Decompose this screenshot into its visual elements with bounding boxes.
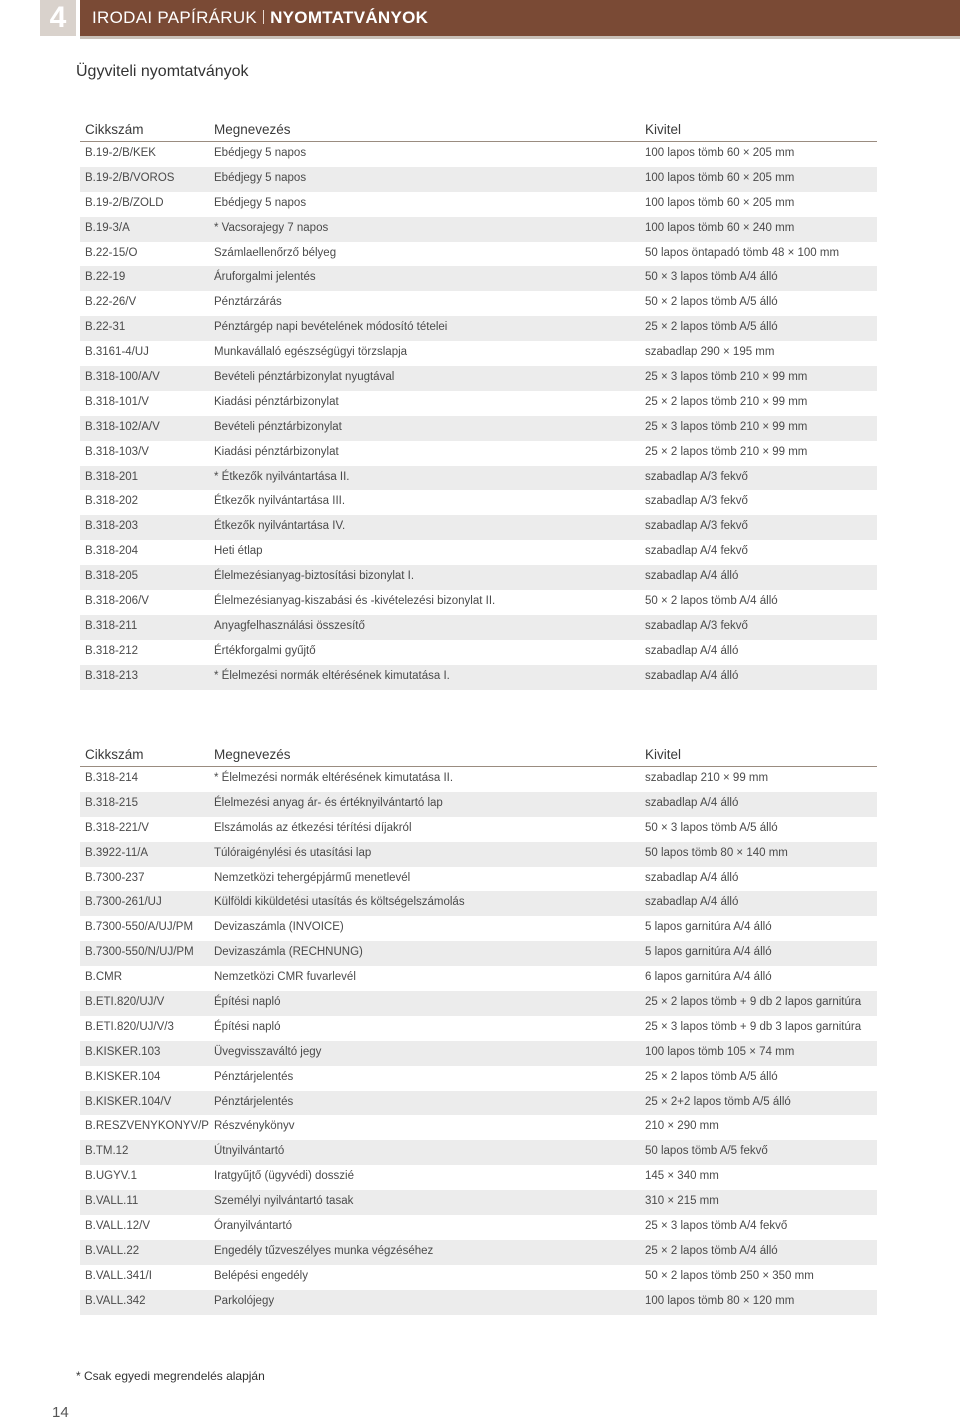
table-row: [80, 665, 877, 690]
cell-code: B.318-204: [85, 545, 139, 558]
cell-code: B.22-19: [85, 271, 126, 284]
cell-name: Kiadási pénztárbizonylat: [214, 445, 339, 458]
cell-format: 50 × 2 lapos tömb 250 × 350 mm: [645, 1269, 814, 1282]
cell-code: B.22-26/V: [85, 296, 137, 309]
cell-name: Élelmezésianyag-biztosítási bizonylat I.: [214, 570, 415, 583]
cell-name: Nemzetközi tehergépjármű menetlevél: [214, 871, 411, 884]
table-row: [80, 1140, 877, 1165]
cell-format: szabadlap A/4 álló: [645, 570, 739, 583]
cell-code: B.CMR: [85, 971, 123, 984]
footnote: * Csak egyedi megrendelés alapján: [76, 1369, 265, 1383]
product-table-2: [80, 741, 877, 1315]
cell-format: 6 lapos garnitúra A/4 álló: [645, 971, 772, 984]
column-header-format: Kivitel: [645, 122, 682, 137]
cell-format: 25 × 2 lapos tömb A/5 álló: [645, 321, 778, 334]
cell-format: szabadlap A/3 fekvő: [645, 520, 748, 533]
cell-code: B.7300-261/UJ: [85, 896, 162, 909]
cell-format: 50 × 3 lapos tömb A/4 álló: [645, 271, 778, 284]
cell-format: 50 lapos öntapadó tömb 48 × 100 mm: [645, 246, 840, 259]
section-title: Ügyviteli nyomtatványok: [76, 63, 249, 80]
table-row: [80, 1041, 877, 1066]
cell-format: 25 × 3 lapos tömb A/4 fekvő: [645, 1220, 788, 1233]
table-row: [80, 391, 877, 416]
cell-format: szabadlap A/3 fekvő: [645, 619, 748, 632]
cell-format: 50 lapos tömb 80 × 140 mm: [645, 846, 788, 859]
cell-code: B.318-212: [85, 644, 139, 657]
cell-name: Számlaellenőrző bélyeg: [214, 246, 337, 259]
cell-code: B.22-15/O: [85, 246, 138, 259]
cell-format: 25 × 3 lapos tömb 210 × 99 mm: [645, 420, 808, 433]
table-row: [80, 817, 877, 842]
table-row: [80, 1265, 877, 1290]
cell-code: B.318-100/A/V: [85, 371, 160, 384]
cell-format: szabadlap 290 × 195 mm: [645, 346, 775, 359]
cell-code: B.KISKER.104/V: [85, 1095, 172, 1108]
cell-name: Ebédjegy 5 napos: [214, 147, 307, 159]
cell-name: Külföldi kiküldetési utasítás és költségelszámolás: [214, 896, 465, 909]
cell-name: Óranyilvántartó: [214, 1220, 292, 1233]
cell-name: Személyi nyilvántartó tasak: [214, 1195, 354, 1208]
cell-name: Ebédjegy 5 napos: [214, 196, 307, 209]
header-category: IRODAI PAPÍRÁRUK: [92, 8, 258, 27]
table-row: [80, 916, 877, 941]
cell-format: szabadlap A/4 álló: [645, 796, 739, 809]
table-row: [80, 1190, 877, 1215]
table-row: [80, 867, 877, 892]
cell-name: Kiadási pénztárbizonylat: [214, 395, 339, 408]
cell-name: Üvegvisszaváltó jegy: [214, 1045, 322, 1058]
product-table-1: [80, 116, 877, 690]
cell-code: B.3922-11/A: [85, 846, 149, 859]
cell-code: B.VALL.22: [85, 1244, 140, 1257]
cell-format: 25 × 2 lapos tömb + 9 db 2 lapos garnitúra: [645, 996, 862, 1009]
cell-name: Étkezők nyilvántartása IV.: [214, 520, 346, 533]
table-row: [80, 167, 877, 192]
cell-name: Áruforgalmi jelentés: [214, 271, 316, 284]
cell-code: B.VALL.342: [85, 1294, 146, 1307]
cell-format: 5 lapos garnitúra A/4 álló: [645, 921, 772, 934]
cell-code: B.19-3/A: [85, 221, 130, 234]
table-row: [80, 590, 877, 615]
cell-name: Anyagfelhasználási összesítő: [214, 619, 365, 632]
cell-code: B.318-221/V: [85, 821, 149, 834]
table-row: [80, 192, 877, 217]
table-header: [80, 741, 877, 767]
table-row: [80, 1165, 877, 1190]
table-row: [80, 941, 877, 966]
cell-code: B.ETI.820/UJ/V: [85, 996, 165, 1009]
cell-code: B.318-103/V: [85, 445, 149, 458]
cell-format: szabadlap A/4 álló: [645, 669, 739, 682]
cell-name: Értékforgalmi gyűjtő: [214, 644, 316, 657]
cell-format: 25 × 3 lapos tömb 210 × 99 mm: [645, 371, 808, 384]
cell-name: Bevételi pénztárbizonylat: [214, 420, 342, 433]
cell-format: 210 × 290 mm: [645, 1120, 719, 1133]
header-separator: [263, 10, 264, 24]
cell-code: B.318-203: [85, 520, 139, 533]
cell-name: Nemzetközi CMR fuvarlevél: [214, 971, 356, 984]
column-header-name: Megnevezés: [214, 747, 291, 762]
cell-name: Engedély tűzveszélyes munka végzéséhez: [214, 1244, 434, 1257]
cell-code: B.VALL.12/V: [85, 1220, 150, 1233]
cell-format: 50 × 3 lapos tömb A/5 álló: [645, 821, 778, 834]
table-row: [80, 1091, 877, 1116]
header-title: [92, 0, 428, 36]
cell-format: szabadlap A/4 fekvő: [645, 545, 748, 558]
cell-code: B.7300-550/N/UJ/PM: [85, 946, 194, 959]
cell-name: Pénztárzárás: [214, 296, 282, 309]
table-header: [80, 116, 877, 142]
cell-name: Iratgyűjtő (ügyvédi) dosszié: [214, 1170, 354, 1183]
table-row: [80, 1240, 877, 1265]
cell-code: B.ETI.820/UJ/V/3: [85, 1020, 174, 1033]
cell-name: Útnyilvántartó: [214, 1145, 285, 1158]
cell-code: B.318-215: [85, 796, 139, 809]
cell-code: B.318-205: [85, 570, 139, 583]
cell-format: 145 × 340 mm: [645, 1170, 719, 1183]
cell-format: 25 × 2 lapos tömb A/5 álló: [645, 1070, 778, 1083]
table-row: [80, 341, 877, 366]
cell-format: szabadlap 210 × 99 mm: [645, 772, 769, 784]
cell-code: B.318-211: [85, 619, 138, 632]
table-row: [80, 242, 877, 267]
table-row: [80, 615, 877, 640]
cell-code: B.318-214: [85, 772, 139, 784]
cell-name: * Élelmezési normák eltérésének kimutatása I.: [214, 669, 450, 682]
cell-format: 310 × 215 mm: [645, 1195, 719, 1208]
cell-code: B.UGYV.1: [85, 1170, 137, 1183]
cell-code: B.318-202: [85, 495, 139, 508]
cell-code: B.KISKER.103: [85, 1045, 161, 1058]
cell-name: Építési napló: [214, 1020, 281, 1033]
cell-code: B.VALL.11: [85, 1195, 139, 1208]
cell-code: B.318-213: [85, 669, 139, 682]
cell-format: szabadlap A/3 fekvő: [645, 470, 748, 483]
table-body: [80, 767, 877, 1315]
table-row: [80, 966, 877, 991]
table-row: [80, 291, 877, 316]
cell-name: Heti étlap: [214, 545, 263, 558]
cell-format: szabadlap A/3 fekvő: [645, 495, 748, 508]
cell-format: 100 lapos tömb 60 × 205 mm: [645, 171, 795, 184]
cell-format: 100 lapos tömb 80 × 120 mm: [645, 1294, 795, 1307]
cell-format: 25 × 3 lapos tömb + 9 db 3 lapos garnitúra: [645, 1020, 862, 1033]
table-row: [80, 441, 877, 466]
cell-code: B.19-2/B/ZOLD: [85, 196, 164, 209]
cell-code: B.VALL.341/I: [85, 1269, 152, 1282]
table-row: [80, 767, 877, 792]
cell-code: B.TM.12: [85, 1145, 129, 1158]
column-header-format: Kivitel: [645, 747, 682, 762]
table-row: [80, 1016, 877, 1041]
table-row: [80, 842, 877, 867]
cell-code: B.22-31: [85, 321, 126, 334]
table-row: [80, 565, 877, 590]
header-underline: [80, 36, 960, 39]
table-row: [80, 217, 877, 242]
cell-format: szabadlap A/4 álló: [645, 644, 739, 657]
cell-format: 50 × 2 lapos tömb A/5 álló: [645, 296, 778, 309]
cell-name: Devizaszámla (INVOICE): [214, 921, 344, 934]
cell-code: B.318-102/A/V: [85, 420, 160, 433]
table-row: [80, 1115, 877, 1140]
column-header-code: Cikkszám: [85, 747, 144, 762]
table-row: [80, 416, 877, 441]
table-row: [80, 991, 877, 1016]
cell-format: 100 lapos tömb 60 × 205 mm: [645, 196, 795, 209]
table-row: [80, 792, 877, 817]
cell-code: B.19-2/B/KEK: [85, 147, 156, 159]
cell-format: 100 lapos tömb 105 × 74 mm: [645, 1045, 795, 1058]
cell-name: Élelmezésianyag-kiszabási és -kivételezési bizonylat II.: [214, 595, 496, 608]
cell-name: Bevételi pénztárbizonylat nyugtával: [214, 371, 395, 384]
cell-code: B.3161-4/UJ: [85, 346, 149, 359]
table-row: [80, 1290, 877, 1315]
cell-name: Belépési engedély: [214, 1269, 308, 1282]
table-row: [80, 640, 877, 665]
chapter-number: 4: [40, 0, 76, 36]
cell-format: 100 lapos tömb 60 × 205 mm: [645, 147, 795, 159]
table-row: [80, 1066, 877, 1091]
cell-format: 25 × 2+2 lapos tömb A/5 álló: [645, 1095, 791, 1108]
cell-name: * Élelmezési normák eltérésének kimutatása II.: [214, 772, 454, 784]
cell-format: szabadlap A/4 álló: [645, 871, 739, 884]
header-band: [80, 0, 960, 36]
cell-code: B.318-206/V: [85, 595, 149, 608]
cell-name: Parkolójegy: [214, 1294, 275, 1307]
table-row: [80, 266, 877, 291]
cell-name: Munkavállaló egészségügyi törzslapja: [214, 346, 408, 359]
cell-code: B.KISKER.104: [85, 1070, 161, 1083]
cell-format: 25 × 2 lapos tömb A/4 álló: [645, 1244, 778, 1257]
table-row: [80, 466, 877, 491]
cell-format: 50 lapos tömb A/5 fekvő: [645, 1145, 768, 1158]
cell-name: Étkezők nyilvántartása III.: [214, 495, 346, 508]
table-row: [80, 142, 877, 167]
cell-code: B.7300-237: [85, 871, 145, 884]
cell-name: * Étkezők nyilvántartása II.: [214, 470, 350, 483]
cell-code: B.RESZVENYKONYV/P: [85, 1120, 209, 1133]
table-row: [80, 1215, 877, 1240]
cell-name: Élelmezési anyag ár- és értéknyilvántartó lap: [214, 796, 443, 809]
cell-format: 50 × 2 lapos tömb A/4 álló: [645, 595, 778, 608]
cell-name: Pénztárgép napi bevételének módosító tételei: [214, 321, 448, 334]
table-row: [80, 891, 877, 916]
page-number: 14: [52, 1404, 69, 1421]
cell-name: Devizaszámla (RECHNUNG): [214, 946, 363, 959]
cell-name: Elszámolás az étkezési térítési díjakról: [214, 821, 412, 834]
cell-code: B.318-101/V: [85, 395, 149, 408]
column-header-code: Cikkszám: [85, 122, 144, 137]
cell-format: 25 × 2 lapos tömb 210 × 99 mm: [645, 445, 808, 458]
cell-format: 5 lapos garnitúra A/4 álló: [645, 946, 772, 959]
cell-name: Pénztárjelentés: [214, 1095, 294, 1108]
cell-name: Részvénykönyv: [214, 1120, 295, 1133]
table-row: [80, 316, 877, 341]
cell-name: Építési napló: [214, 996, 281, 1009]
table-row: [80, 490, 877, 515]
page-header: [0, 0, 960, 36]
table-row: [80, 540, 877, 565]
cell-format: 100 lapos tömb 60 × 240 mm: [645, 221, 795, 234]
table-body: [80, 142, 877, 690]
cell-name: Túlóraigénylési és utasítási lap: [214, 846, 372, 859]
column-header-name: Megnevezés: [214, 122, 291, 137]
cell-format: 25 × 2 lapos tömb 210 × 99 mm: [645, 395, 808, 408]
cell-code: B.318-201: [85, 470, 139, 483]
cell-name: * Vacsorajegy 7 napos: [214, 221, 329, 234]
cell-code: B.19-2/B/VOROS: [85, 171, 175, 184]
cell-code: B.7300-550/A/UJ/PM: [85, 921, 194, 934]
table-row: [80, 366, 877, 391]
cell-name: Pénztárjelentés: [214, 1070, 294, 1083]
cell-format: szabadlap A/4 álló: [645, 896, 739, 909]
table-row: [80, 515, 877, 540]
header-subcategory: NYOMTATVÁNYOK: [270, 8, 429, 27]
cell-name: Ebédjegy 5 napos: [214, 171, 307, 184]
